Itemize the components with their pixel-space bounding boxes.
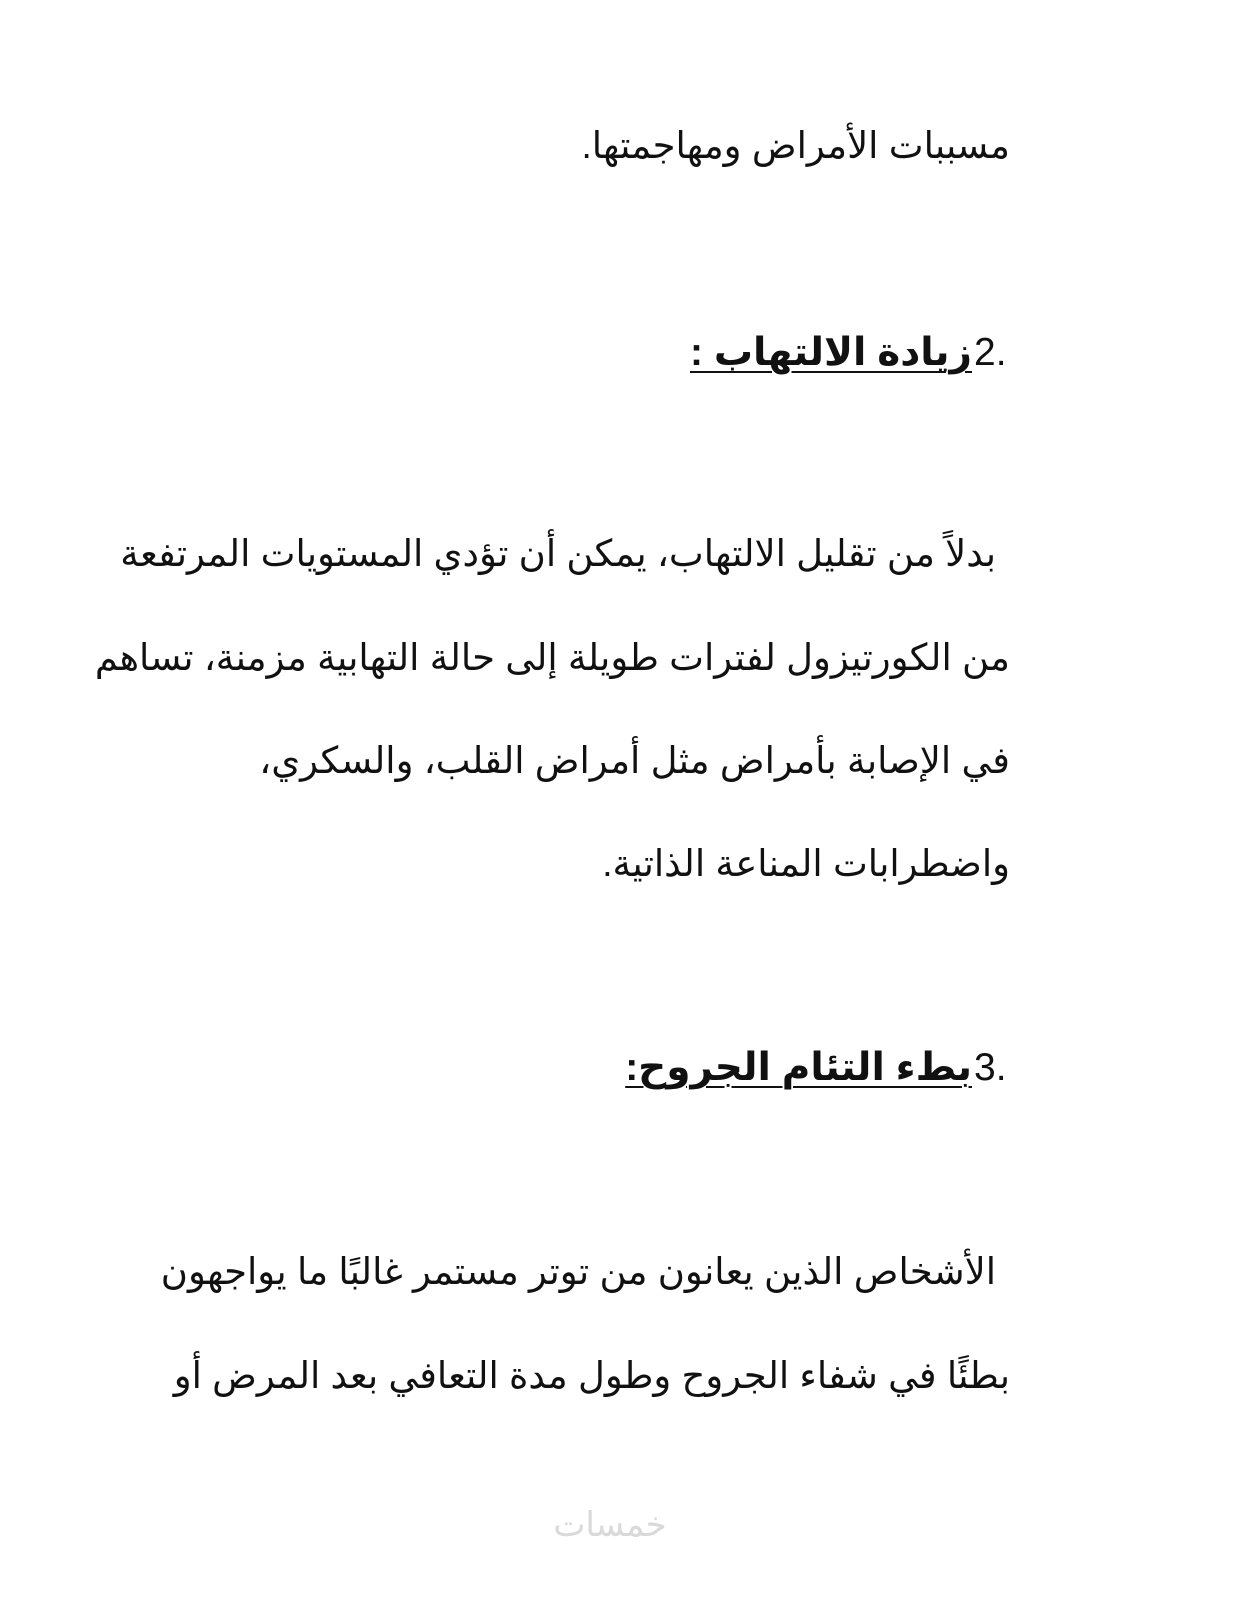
paragraph-line: واضطرابات المناعة الذاتية. <box>602 843 1010 884</box>
khamsat-watermark-logo <box>530 1500 690 1550</box>
section-number: 2. <box>974 331 1007 374</box>
watermark-logo-graphic <box>530 1500 690 1550</box>
paragraph-line: مسببات الأمراض ومهاجمتها. <box>581 125 1010 166</box>
paragraph-line: في الإصابة بأمراض مثل أمراض القلب، والسكري، <box>259 740 1010 781</box>
section-title: زيادة الالتهاب : <box>690 331 972 374</box>
section-number: 3. <box>974 1046 1007 1089</box>
paragraph-line: بطئًا في شفاء الجروح وطول مدة التعافي بعد المرض أو <box>173 1355 1010 1396</box>
paragraph-line: بدلاً من تقليل الالتهاب، يمكن أن تؤدي المستويات المرتفعة <box>120 533 996 574</box>
section-heading-3 <box>625 1043 1046 1093</box>
section-heading-2 <box>690 328 1046 378</box>
section-title: بطء التئام الجروح: <box>625 1046 972 1089</box>
paragraph-line: الأشخاص الذين يعانون من توتر مستمر غالبًا ما يواجهون <box>160 1251 996 1292</box>
paragraph-line: من الكورتيزول لفترات طويلة إلى حالة التهابية مزمنة، تساهم <box>94 637 1010 678</box>
svg-text:خمسات: خمسات <box>553 1505 667 1545</box>
